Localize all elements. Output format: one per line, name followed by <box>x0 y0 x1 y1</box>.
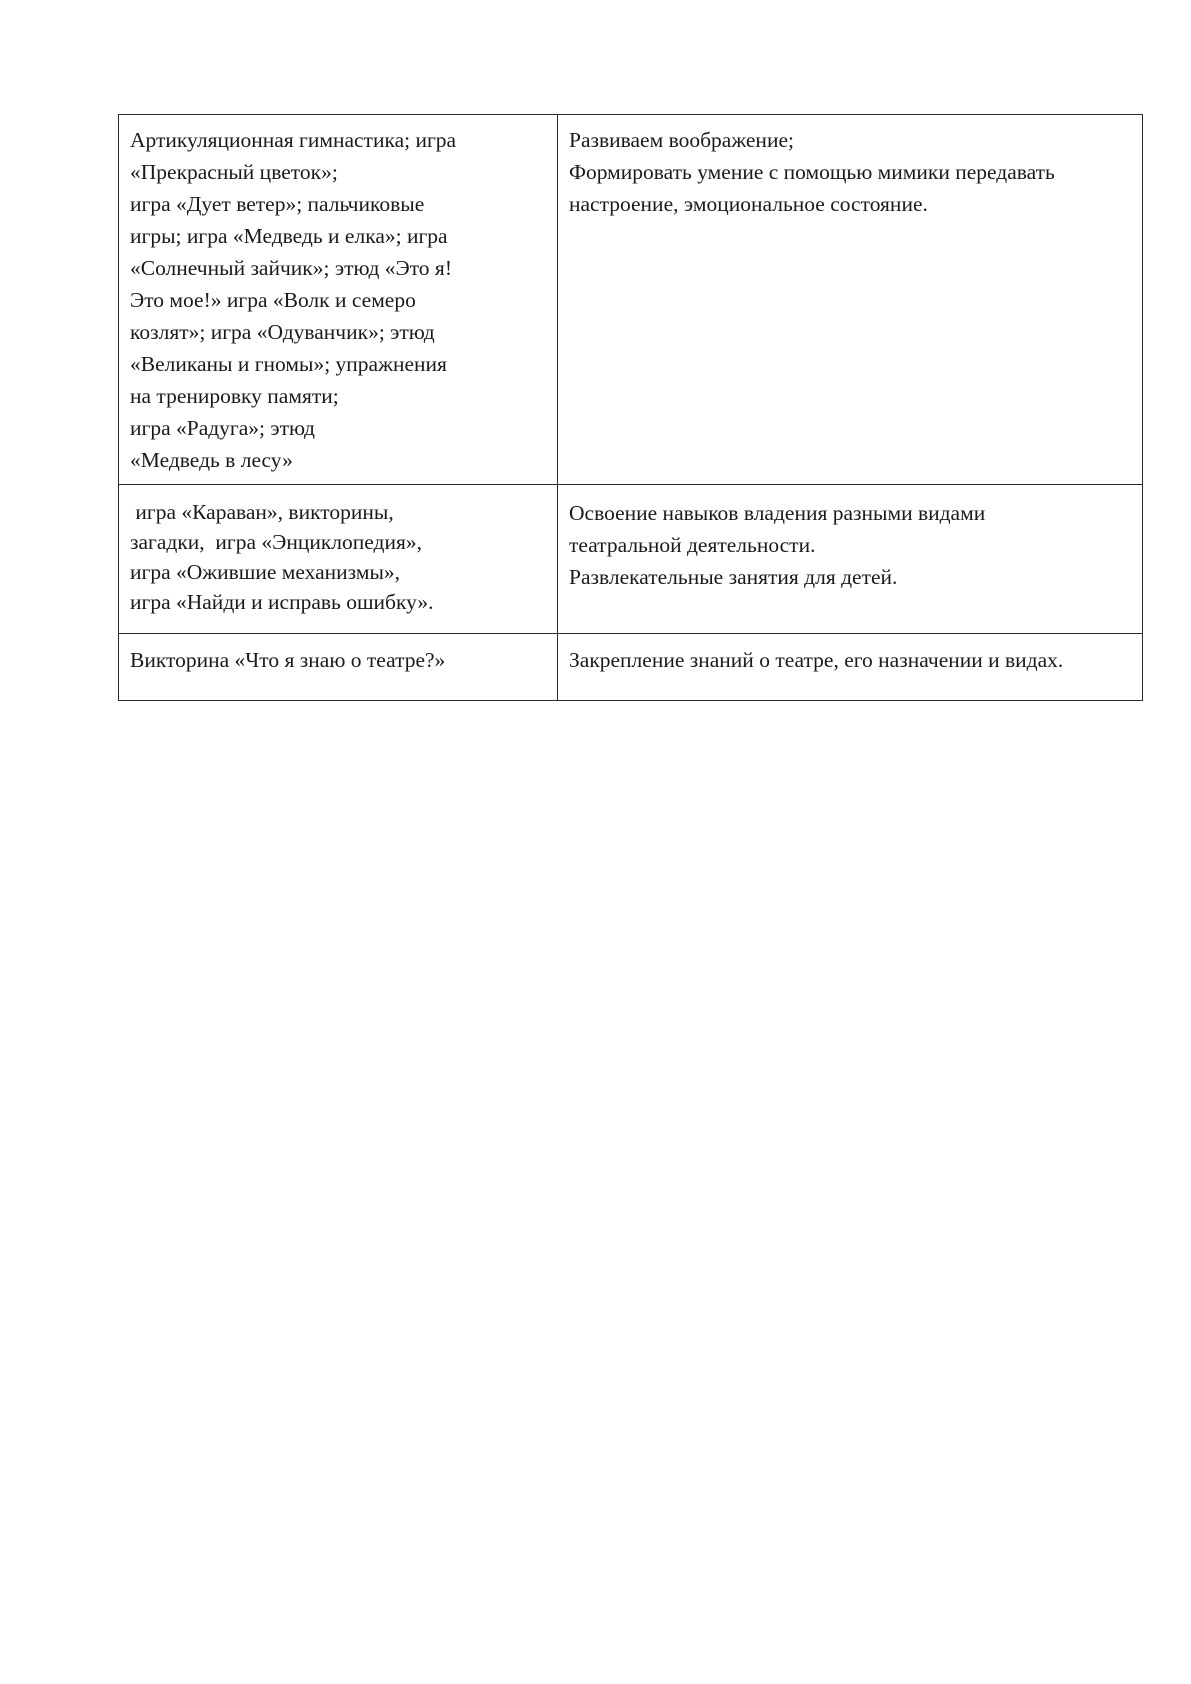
cell-line: игра «Найди и исправь ошибку». <box>130 590 434 614</box>
cell-line: игры; игра «Медведь и елка»; игра <box>130 224 448 248</box>
activities-cell <box>119 485 558 634</box>
cell-line: игра «Ожившие механизмы», <box>130 560 401 584</box>
cell-line: Закрепление знаний о театре, его назначении и видах. <box>569 648 1064 672</box>
cell-line: на тренировку памяти; <box>130 384 339 408</box>
cell-line: «Солнечный зайчик»; этюд «Это я! <box>130 256 452 280</box>
cell-line: Это мое!» игра «Волк и семеро <box>130 288 416 312</box>
cell-line: игра «Радуга»; этюд <box>130 416 315 440</box>
cell-line: Артикуляционная гимнастика; игра <box>130 128 457 152</box>
cell-line: игра «Дует ветер»; пальчиковые <box>130 192 425 216</box>
cell-line: игра «Караван», викторины, <box>130 500 394 524</box>
cell-line: Развлекательные занятия для детей. <box>569 565 898 589</box>
goals-cell <box>558 485 1143 634</box>
table-row <box>119 485 1143 634</box>
activities-cell <box>119 115 558 485</box>
activities-table <box>118 114 1143 701</box>
cell-line: театральной деятельности. <box>569 533 816 557</box>
cell-line: Освоение навыков владения разными видами <box>569 501 986 525</box>
cell-line: Развиваем воображение; <box>569 128 794 152</box>
cell-line: козлят»; игра «Одуванчик»; этюд <box>130 320 435 344</box>
cell-line: загадки, игра «Энциклопедия», <box>130 530 423 554</box>
cell-line: Формировать умение с помощью мимики передавать <box>569 160 1055 184</box>
cell-line: настроение, эмоциональное состояние. <box>569 192 928 216</box>
table-row <box>119 115 1143 485</box>
goals-cell <box>558 634 1143 701</box>
table-row <box>119 634 1143 701</box>
activities-cell <box>119 634 558 701</box>
cell-line: «Прекрасный цветок»; <box>130 160 338 184</box>
goals-cell <box>558 115 1143 485</box>
cell-line: «Медведь в лесу» <box>130 448 293 472</box>
cell-line: Викторина «Что я знаю о театре?» <box>130 648 446 672</box>
cell-line: «Великаны и гномы»; упражнения <box>130 352 447 376</box>
